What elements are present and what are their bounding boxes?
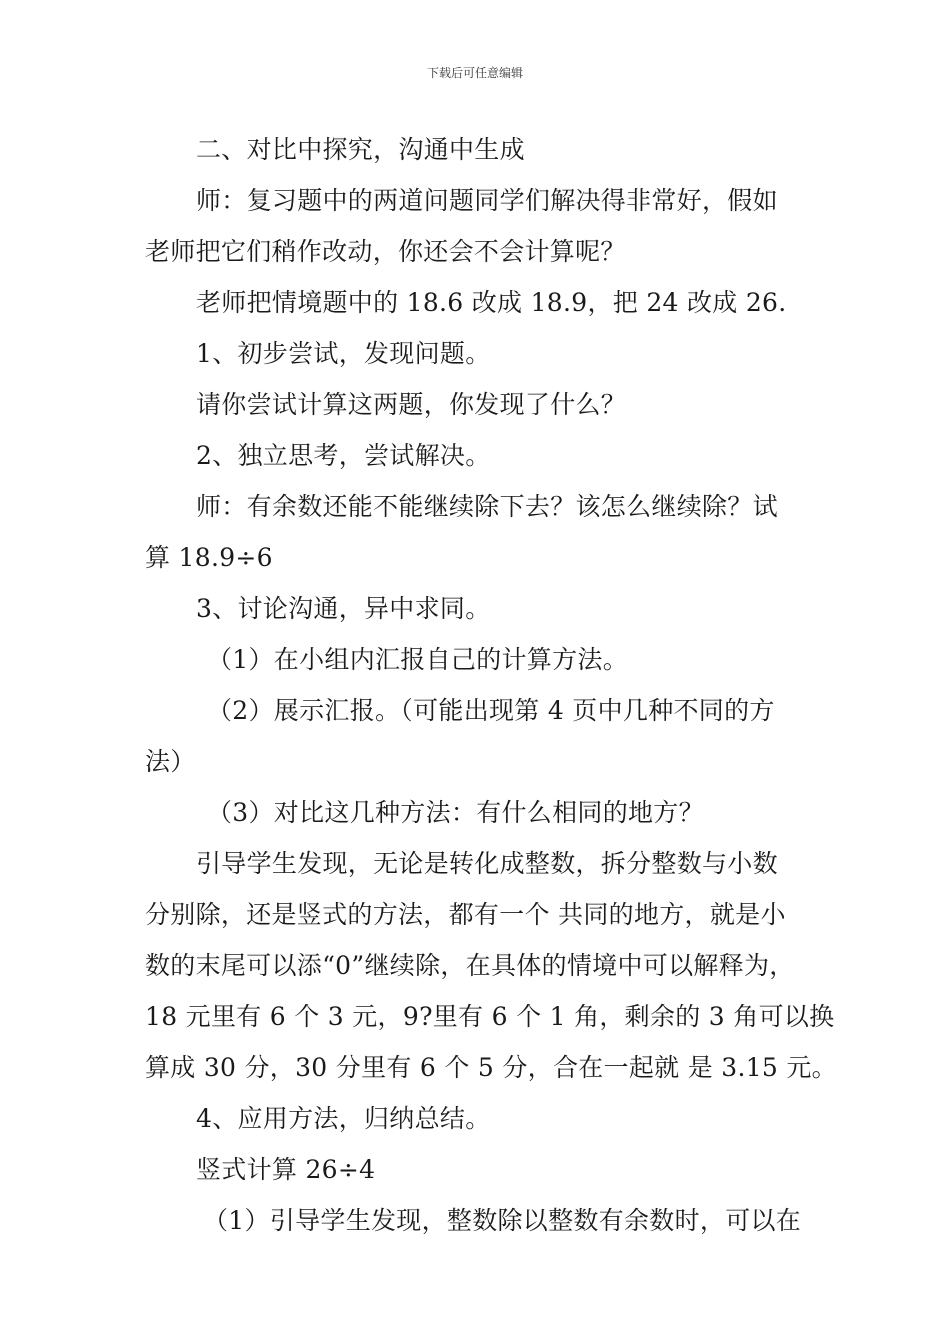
paragraph-line: 师：有余数还能不能继续除下去？该怎么继续除？试: [196, 492, 778, 521]
step-heading: 2、独立思考，尝试解决。: [196, 441, 491, 470]
list-item: （1）在小组内汇报自己的计算方法。: [207, 645, 629, 674]
step-heading: 4、应用方法，归纳总结。: [196, 1104, 491, 1133]
paragraph-line: 算 18.9÷6: [145, 543, 273, 572]
document-body: [145, 124, 837, 1246]
paragraph-line: 法）: [145, 747, 196, 776]
paragraph-line: 老师把情境题中的 18.6 改成 18.9，把 24 改成 26.: [196, 288, 787, 317]
step-heading: 1、初步尝试，发现问题。: [196, 339, 491, 368]
paragraph-line: 算成 30 分，30 分里有 6 个 5 分，合在一起就 是 3.15 元。: [145, 1053, 837, 1082]
list-item: （3）对比这几种方法：有什么相同的地方？: [207, 798, 704, 827]
section-heading: 二、对比中探究，沟通中生成: [196, 135, 525, 164]
page-header: 下载后可任意编辑: [426, 66, 523, 80]
paragraph-line: 老师把它们稍作改动，你还会不会计算呢？: [145, 237, 626, 266]
paragraph-line: 师：复习题中的两道问题同学们解决得非常好，假如: [196, 186, 778, 215]
paragraph-line: 分别除，还是竖式的方法，都有一个 共同的地方，就是小: [145, 900, 786, 929]
step-heading: 3、讨论沟通，异中求同。: [196, 594, 491, 623]
paragraph-line: 请你尝试计算这两题，你发现了什么？: [196, 390, 627, 419]
paragraph-line: 竖式计算 26÷4: [196, 1155, 376, 1184]
paragraph-line: 引导学生发现，无论是转化成整数，拆分整数与小数: [196, 849, 778, 878]
list-item: （2）展示汇报。（可能出现第 4 页中几种不同的方: [207, 696, 775, 725]
list-item: （1）引导学生发现，整数除以整数有余数时，可以在: [203, 1206, 802, 1235]
paragraph-line: 18 元里有 6 个 3 元，9?里有 6 个 1 角，剩余的 3 角可以换: [145, 1002, 835, 1031]
paragraph-line: 数的末尾可以添“0”继续除，在具体的情境中可以解释为，: [145, 951, 795, 980]
